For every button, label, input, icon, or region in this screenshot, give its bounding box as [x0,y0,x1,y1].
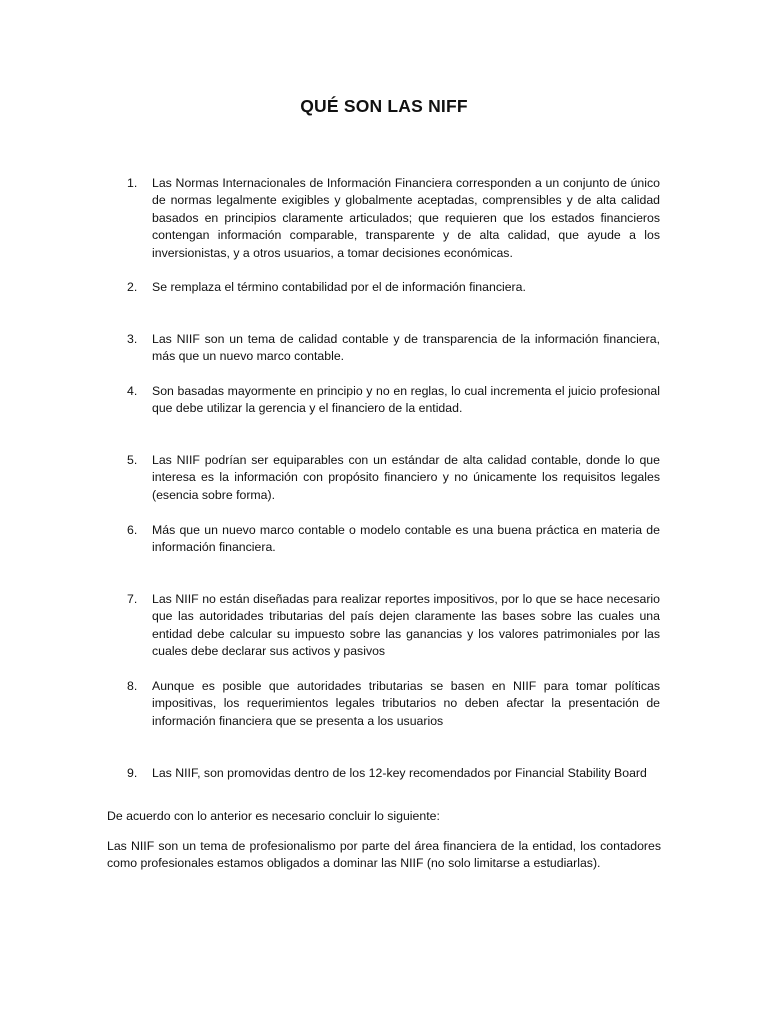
conclusion-paragraph: Las NIIF son un tema de profesionalismo por parte del área financiera de la entidad, los contadores como profesionales estamos obligados a dominar las NIIF (no solo limitarse a estudiarlas). [107,839,661,871]
document-title: QUÉ SON LAS NIFF [300,96,468,116]
list-item-number: 7. [127,592,138,606]
list-item-text: Las NIIF no están diseñadas para realizar reportes impositivos, por lo que se hace necesario que las autoridades tributarias del país dejen claramente las bases sobre las cuales una entidad debe calcular su impuesto sobre las ganancias y los valores patrimoniales por las cuales debe declarar sus activos y pasivos [152,592,660,659]
list-item-text: Las Normas Internacionales de Información Financiera corresponden a un conjunto de único de normas legalmente exigibles y globalmente aceptadas, comprensibles y de alta calidad basados en principios claramente articulados; que requieren que los estados financieros contengan información comparable, transparente y de alta calidad, que ayude a los inversionistas, y a otros usuarios, a tomar decisiones económicas. [152,176,660,260]
list-item-number: 9. [127,766,138,780]
list-item-number: 5. [127,453,138,467]
list-item-number: 2. [127,280,138,294]
conclusion-intro: De acuerdo con lo anterior es necesario concluir lo siguiente: [107,809,440,823]
list-item-text: Se remplaza el término contabilidad por el de información financiera. [152,280,526,294]
list-item-text: Las NIIF son un tema de calidad contable y de transparencia de la información financiera, más que un nuevo marco contable. [152,332,660,364]
list-item-number: 8. [127,679,138,693]
list-item-number: 4. [127,384,138,398]
list-item-text: Son basadas mayormente en principio y no en reglas, lo cual incrementa el juicio profesional que debe utilizar la gerencia y el financiero de la entidad. [152,384,660,416]
list-item-text: Las NIIF, son promovidas dentro de los 12-key recomendados por Financial Stability Board [152,766,647,780]
list-item-text: Las NIIF podrían ser equiparables con un estándar de alta calidad contable, donde lo que interesa es la información con propósito financiero y no únicamente los requisitos legales (esencia sobre forma). [152,453,660,502]
list-item-number: 1. [127,176,138,190]
list-item-text: Más que un nuevo marco contable o modelo contable es una buena práctica en materia de información financiera. [152,523,660,555]
list-item-text: Aunque es posible que autoridades tributarias se basen en NIIF para tomar políticas impositivas, los requerimientos legales tributarios no deben afectar la presentación de información financiera que se presenta a los usuarios [152,679,660,728]
list-item-number: 3. [127,332,138,346]
list-item-number: 6. [127,523,138,537]
